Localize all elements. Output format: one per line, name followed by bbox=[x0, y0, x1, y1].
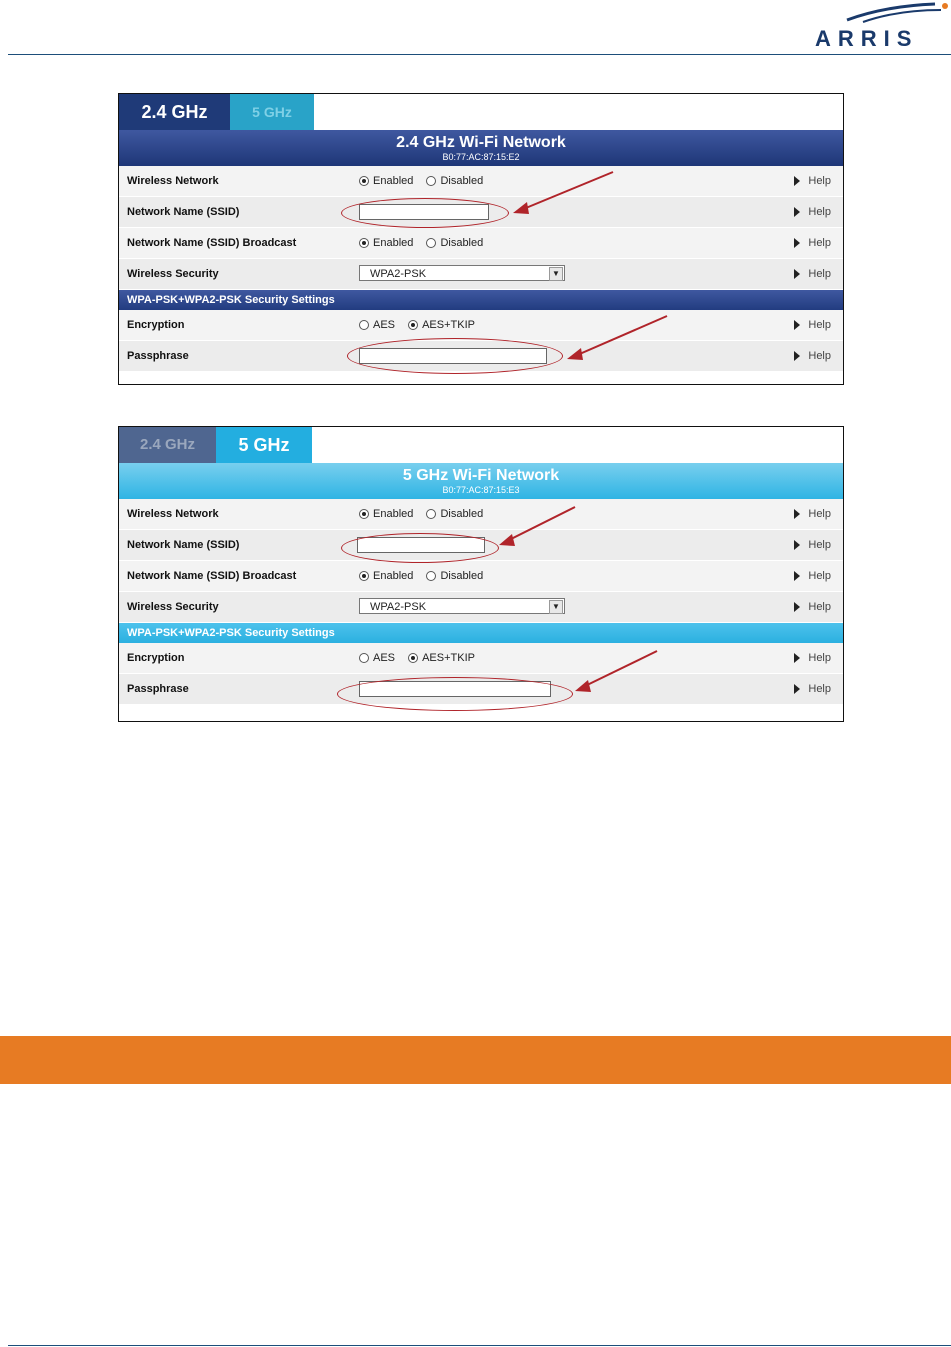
arris-logo bbox=[815, 0, 951, 50]
play-icon bbox=[794, 269, 800, 279]
radio-enabled[interactable]: Enabled bbox=[359, 499, 413, 529]
radio-aes-tkip[interactable]: AES+TKIP bbox=[408, 643, 475, 673]
label-wireless-network: Wireless Network bbox=[127, 175, 219, 187]
network-header bbox=[119, 463, 843, 499]
security-settings-bar: WPA-PSK+WPA2-PSK Security Settings bbox=[119, 290, 843, 310]
orange-section-bar bbox=[0, 1036, 951, 1084]
label-encryption: Encryption bbox=[127, 319, 185, 331]
help-link[interactable]: Help bbox=[794, 592, 831, 622]
row-passphrase bbox=[119, 674, 843, 705]
row-encryption bbox=[119, 643, 843, 674]
help-link[interactable]: Help bbox=[794, 561, 831, 591]
network-mac: B0:77:AC:87:15:E2 bbox=[442, 152, 520, 162]
chevron-down-icon: ▼ bbox=[549, 600, 563, 614]
radio-disabled[interactable]: Disabled bbox=[426, 561, 483, 591]
radio-enabled[interactable]: Enabled bbox=[359, 166, 413, 196]
tab-24ghz[interactable]: 2.4 GHz bbox=[119, 427, 216, 463]
row-ssid bbox=[119, 530, 843, 561]
help-link[interactable]: Help bbox=[794, 674, 831, 704]
row-passphrase bbox=[119, 341, 843, 372]
tab-5ghz[interactable]: 5 GHz bbox=[216, 427, 312, 463]
tab-24ghz[interactable]: 2.4 GHz bbox=[119, 94, 230, 130]
play-icon bbox=[794, 238, 800, 248]
label-ssid-broadcast: Network Name (SSID) Broadcast bbox=[127, 570, 297, 582]
network-mac: B0:77:AC:87:15:E3 bbox=[442, 485, 520, 495]
tab-5ghz[interactable]: 5 GHz bbox=[230, 94, 314, 130]
security-select[interactable]: WPA2-PSK ▼ bbox=[359, 265, 565, 281]
help-link[interactable]: Help bbox=[794, 530, 831, 560]
label-wireless-security: Wireless Security bbox=[127, 601, 219, 613]
band-tabs bbox=[119, 427, 843, 463]
play-icon bbox=[794, 351, 800, 361]
row-wireless-network bbox=[119, 166, 843, 197]
row-wireless-security bbox=[119, 259, 843, 290]
footer-rule bbox=[8, 1345, 951, 1346]
label-ssid: Network Name (SSID) bbox=[127, 206, 240, 218]
help-link[interactable]: Help bbox=[794, 166, 831, 196]
play-icon bbox=[794, 176, 800, 186]
help-link[interactable]: Help bbox=[794, 259, 831, 289]
label-wireless-network: Wireless Network bbox=[127, 508, 219, 520]
passphrase-input[interactable] bbox=[359, 348, 547, 364]
play-icon bbox=[794, 684, 800, 694]
logo-swoosh-icon bbox=[845, 0, 951, 24]
help-link[interactable]: Help bbox=[794, 499, 831, 529]
label-ssid-broadcast: Network Name (SSID) Broadcast bbox=[127, 237, 297, 249]
row-encryption bbox=[119, 310, 843, 341]
help-link[interactable]: Help bbox=[794, 197, 831, 227]
radio-enabled[interactable]: Enabled bbox=[359, 561, 413, 591]
security-settings-bar: WPA-PSK+WPA2-PSK Security Settings bbox=[119, 623, 843, 643]
wifi-24ghz-panel bbox=[118, 93, 844, 385]
help-link[interactable]: Help bbox=[794, 310, 831, 340]
help-link[interactable]: Help bbox=[794, 643, 831, 673]
ssid-input[interactable] bbox=[359, 204, 489, 220]
help-link[interactable]: Help bbox=[794, 341, 831, 371]
play-icon bbox=[794, 207, 800, 217]
chevron-down-icon: ▼ bbox=[549, 267, 563, 281]
security-select[interactable]: WPA2-PSK ▼ bbox=[359, 598, 565, 614]
network-title: 2.4 GHz Wi-Fi Network bbox=[396, 134, 566, 151]
play-icon bbox=[794, 602, 800, 612]
label-encryption: Encryption bbox=[127, 652, 185, 664]
radio-disabled[interactable]: Disabled bbox=[426, 228, 483, 258]
passphrase-input[interactable] bbox=[359, 681, 551, 697]
play-icon bbox=[794, 653, 800, 663]
label-passphrase: Passphrase bbox=[127, 683, 189, 695]
play-icon bbox=[794, 540, 800, 550]
radio-enabled[interactable]: Enabled bbox=[359, 228, 413, 258]
row-wireless-network bbox=[119, 499, 843, 530]
header-rule bbox=[8, 54, 951, 55]
radio-aes[interactable]: AES bbox=[359, 310, 395, 340]
label-wireless-security: Wireless Security bbox=[127, 268, 219, 280]
play-icon bbox=[794, 571, 800, 581]
label-ssid: Network Name (SSID) bbox=[127, 539, 240, 551]
wifi-5ghz-panel bbox=[118, 426, 844, 722]
network-title: 5 GHz Wi-Fi Network bbox=[402, 467, 560, 484]
label-passphrase: Passphrase bbox=[127, 350, 189, 362]
row-ssid-broadcast bbox=[119, 228, 843, 259]
radio-disabled[interactable]: Disabled bbox=[426, 499, 483, 529]
radio-aes-tkip[interactable]: AES+TKIP bbox=[408, 310, 475, 340]
band-tabs bbox=[119, 94, 843, 130]
network-header bbox=[119, 130, 843, 166]
ssid-input[interactable] bbox=[357, 537, 485, 553]
row-wireless-security bbox=[119, 592, 843, 623]
row-ssid-broadcast bbox=[119, 561, 843, 592]
row-ssid bbox=[119, 197, 843, 228]
logo-text: ARRIS bbox=[815, 26, 919, 51]
radio-aes[interactable]: AES bbox=[359, 643, 395, 673]
radio-disabled[interactable]: Disabled bbox=[426, 166, 483, 196]
play-icon bbox=[794, 509, 800, 519]
play-icon bbox=[794, 320, 800, 330]
help-link[interactable]: Help bbox=[794, 228, 831, 258]
